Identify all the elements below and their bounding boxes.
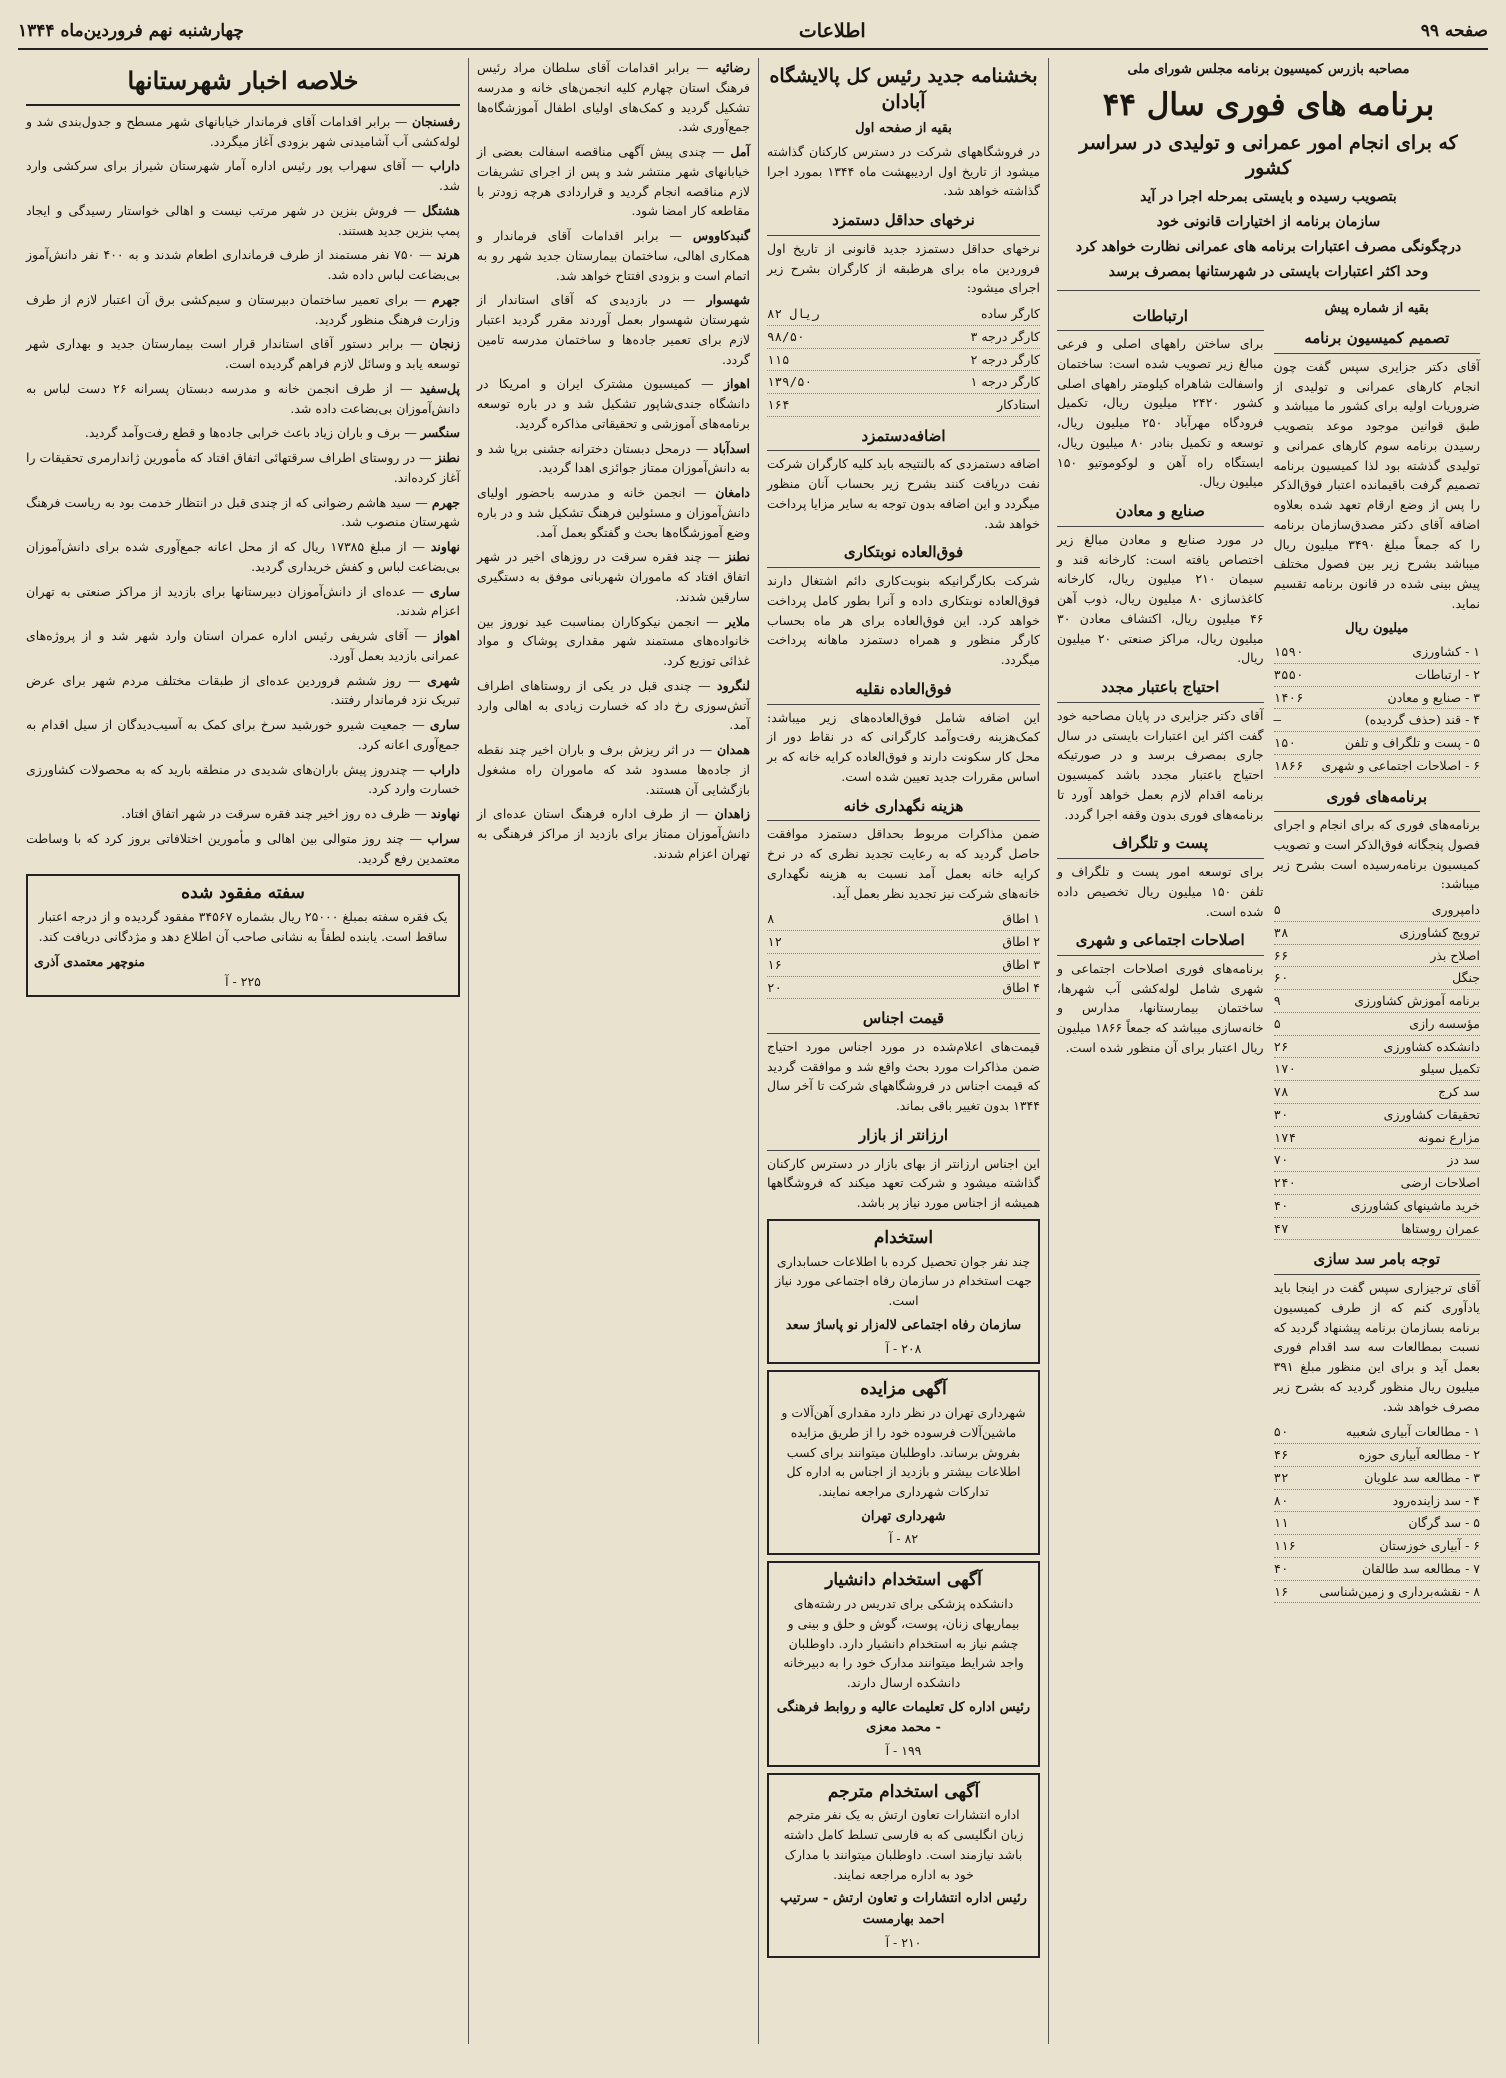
notice-body: یک فقره سفته بمبلغ ۲۵۰۰۰ ریال بشماره ۳۴۵۶۷ مفقود گردیده و از درجه اعتبار ساقط است. یابنده لطفاً به نشانی صاحب آن اطلاع دهد و مژدگانی دریافت کند. bbox=[38, 909, 448, 945]
paper-name: اطلاعات bbox=[798, 20, 866, 42]
news-item: ساری — عده‌ای از دانش‌آموزان دبیرستانها برای بازدید از مراکز صنعتی به تهران اعزام شدند. bbox=[26, 583, 460, 619]
list-row bbox=[767, 908, 1040, 931]
row-label: جنگل bbox=[1452, 970, 1480, 986]
notice-signature: منوچهر معتمدی آذری bbox=[34, 953, 145, 969]
ad-body: شهرداری تهران در نظر دارد مقداری آهن‌آلات و ماشین‌آلات فرسوده خود را از طریق مزایده بفروش برساند. داوطلبان میتوانند برای کسب اطلاعات بیشتر و بازدید از اجناس به اداره کل تدارکات شهرداری مراجعه نمایند. bbox=[781, 1405, 1026, 1500]
row-value: ۱۱ bbox=[1273, 1515, 1289, 1531]
row-label: کارگر درجه ۱ bbox=[970, 374, 1040, 390]
row-value: ۱۷۰ bbox=[1273, 1061, 1297, 1077]
news-place: سراب bbox=[427, 830, 460, 846]
continuation-note: بقیه از شماره پیش bbox=[1324, 300, 1429, 316]
news-text: در بازدیدی که آقای استاندار از شهرستان شهسوار بعمل آوردند مقرر گردید اعتبار لازم برای تعمیر جاده‌ها و ساختمان مدرسه تامین گردد. bbox=[477, 292, 750, 367]
list-row bbox=[1274, 1218, 1481, 1241]
row-value: ۱۲ bbox=[767, 934, 783, 949]
news-text: از مبلغ ۱۷۳۸۵ ریال که از محل اعانه جمع‌آوری شده برای دانش‌آموزان بی‌بضاعت لباس و کفش خریداری گردید. bbox=[26, 539, 460, 574]
ad-body: چند نفر جوان تحصیل کرده با اطلاعات حسابداری جهت استخدام در سازمان رفاه اجتماعی مورد نیاز است. bbox=[775, 1253, 1032, 1309]
list-row bbox=[1274, 967, 1481, 990]
row-label: ۴ اطاق bbox=[1002, 979, 1040, 995]
row-value: ۹ bbox=[1273, 993, 1282, 1009]
column-refinery bbox=[758, 58, 1048, 2044]
masthead bbox=[18, 14, 1488, 50]
section-heading: احتیاج باعتبار مجدد bbox=[1057, 676, 1264, 703]
news-item: شهسوار — در بازدیدی که آقای استاندار از شهرستان شهسوار بعمل آوردند مقرر گردید اعتبار لازم برای تعمیر جاده‌ها و ساختمان مدرسه تامین گردد. bbox=[477, 292, 750, 367]
ad-code: ۲۱۰ - آ bbox=[885, 1934, 922, 1950]
news-place: آمل bbox=[730, 144, 750, 159]
lost-note-notice bbox=[26, 874, 460, 997]
news-text: انجمن خانه و مدرسه باحضور اولیای دانش‌آموزان و مسئولین فرهنگ تشکیل شد و در باره وضع آموزشگاه‌ها بحث و گفتگو بعمل آمد. bbox=[477, 485, 750, 540]
news-text: سید هاشم رضوانی که از چندی قبل در انتظار خدمت بود به ریاست فرهنگ شهرستان منصوب شد. bbox=[26, 494, 460, 530]
section-heading: ارزانتر از بازار bbox=[767, 1124, 1040, 1151]
list-row bbox=[1274, 1581, 1481, 1604]
paragraph: برای ساختن راههای اصلی و فرعی مبالغ زیر تصویب شده است: ساختمان واسفالت شاهراه کیلومتر راههای اصلی کشور ۲۴۲۰ میلیون ریال، تکمیل فرودگاه مهرآباد ۲۵۰ میلیون ریال، توسعه و تکمیل بنادر ۸۰ میلیون ریال، ایستگاه راه آهن و لوکوموتیو ۱۵۰ میلیون ریال. bbox=[1057, 336, 1264, 490]
list-row bbox=[1274, 1421, 1481, 1444]
paragraph: آقای دکتر جزایری سپس گفت چون انجام کارهای عمرانی و تولیدی از ضروریات اولیه برای کشور ما میباشد و طبق قوانین موجود موعد بتصویب رسیدن برنامه سوم کارهای عمرانی و تولیدی گذشته بود لذا کمیسیون برنامه تصمیم گرفت باقیمانده اعتبار فوق‌الذکر را پس از وضع ارقام تعهد شده بعلاوه اضافه آقای دکتر مصدق‌سازمان برنامه را که جمعاً مبلغ ۳۴۹۰ میلیون ریال میباشد بشرح زیر بین فصول مختلف پیش بینی شده در قانون برنامه تقسیم نماید. bbox=[1273, 358, 1481, 611]
ad-title: آگهی استخدام مترجم bbox=[827, 1781, 980, 1802]
row-label: ۳ - صنایع و معادن bbox=[1387, 689, 1480, 705]
list-row bbox=[1274, 664, 1481, 687]
news-text: چند فقره سرقت در روزهای اخیر در شهر اتفاق افتاد که ماموران شهربانی موفق به دستگیری سارقین شدند. bbox=[477, 549, 750, 604]
news-place: شهری bbox=[427, 672, 460, 688]
ad-code: ۱۹۹ - آ bbox=[885, 1742, 922, 1758]
list-row bbox=[1274, 1558, 1481, 1581]
list-row bbox=[1274, 945, 1481, 968]
list-row bbox=[767, 326, 1040, 349]
column-local-news-2 bbox=[468, 58, 758, 2044]
row-value: ۱۷۴ bbox=[1273, 1129, 1297, 1145]
list-row bbox=[1274, 1467, 1481, 1490]
row-label: مؤسسه رازی bbox=[1409, 1015, 1480, 1031]
section-heading: فوق‌العاده نقلیه bbox=[767, 678, 1040, 705]
news-item: زاهدان — از طرف اداره فرهنگ استان عده‌ای از دانش‌آموزان ممتاز برای بازدید از مراکز فرهنگی به تهران اعزام شدند. bbox=[477, 806, 750, 861]
ad-code: ۲۰۸ - آ bbox=[885, 1340, 922, 1356]
paragraph: این اضافه شامل فوق‌العاده‌های زیر میباشد: کمک‌هزینه رفت‌وآمد کارگرانی که در نقاط دور از محل کار سکونت دارند و فوق‌العاده کرایه خانه که بر اساس مقررات جدید تعیین شده است. bbox=[767, 709, 1040, 784]
news-place: ساری bbox=[429, 717, 460, 733]
news-item: هرند — ۷۵۰ نفر مستمند از طرف فرمانداری اطعام شدند و به ۴۰۰ نفر دانش‌آموز بی‌بضاعت لباس داده شد. bbox=[26, 247, 460, 283]
section-heading: صنایع و معادن bbox=[1057, 500, 1264, 527]
row-label: ۷ - مطالعه سد طالقان bbox=[1361, 1560, 1480, 1576]
ad-body: اداره انتشارات تعاون ارتش به یک نفر مترجم زبان انگلیسی که به فارسی تسلط کامل داشته باشد نیازمند است. داوطلبان میتوانند با مدارک خود به اداره مراجعه نمایند. bbox=[783, 1807, 1024, 1882]
paragraph: برنامه‌های فوری که برای انجام و اجرای فصول پنجگانه فوق‌الذکر است و تصویب کمیسیون برنامه‌رسیده است بشرح زیر میباشد: bbox=[1273, 817, 1480, 892]
news-place: جهرم bbox=[431, 291, 460, 307]
news-item: زنجان — برابر دستور آقای استاندار قرار است بیمارستان جدید و بهداری شهر توسعه یابد و وسائل لازم فراهم گردیده است. bbox=[26, 336, 460, 372]
news-text: ظرف ده روز اخیر چند فقره سرقت در شهر اتفاق افتاد. bbox=[121, 806, 411, 822]
ad-title: استخدام bbox=[873, 1227, 934, 1248]
list-row bbox=[1274, 732, 1481, 755]
news-item: داراب — چندروز پیش باران‌های شدیدی در منطقه بارید که به محصولات کشاورزی خسارت وارد کرد. bbox=[26, 761, 461, 797]
news-item: هشتگل — فروش بنزین در شهر مرتب نیست و اهالی خواستار رسیدگی و ایجاد پمپ بنزین جدید هستند. bbox=[26, 202, 460, 238]
row-value: ۸۲ ریال bbox=[767, 306, 820, 321]
divider bbox=[1057, 290, 1480, 291]
row-label: ۲ اطاق bbox=[1002, 934, 1040, 949]
paragraph: اضافه دستمزدی که بالنتیجه باید کلیه کارگران شرکت نفت دریافت کنند بشرح زیر بحساب آنان منظور میگردد و این اضافه بدون توجه به سایر مزایا پرداخت خواهد شد. bbox=[767, 456, 1040, 531]
news-text: از طرف انجمن خانه و مدرسه دبستان پسرانه ۲۶ دست لباس به دانش‌آموزان بی‌بضاعت داده شد. bbox=[26, 380, 460, 416]
ad-employment bbox=[767, 1219, 1040, 1364]
row-value: ۲۰ bbox=[767, 979, 783, 995]
news-text: عده‌ای از دانش‌آموزان دبیرستانها برای بازدید از مراکز صنعتی به تهران اعزام شدند. bbox=[26, 583, 460, 619]
paragraph: برای توسعه امور پست و تلگراف و تلفن ۱۵۰ میلیون ریال تخصیص داده شده است. bbox=[1057, 864, 1264, 919]
news-text: ۷۵۰ نفر مستمند از طرف فرمانداری اطعام شدند و به ۴۰۰ نفر دانش‌آموز بی‌بضاعت لباس داده شد. bbox=[26, 247, 460, 283]
news-text: آقای سهراب پور رئیس اداره آمار شهرستان شیراز برای سرکشی وارد شد. bbox=[26, 158, 460, 194]
article-headline: بخشنامه جدید رئیس کل پالایشگاه آبادان bbox=[769, 65, 1038, 113]
budget-column-right bbox=[1274, 297, 1481, 1610]
row-value: ۳۰ bbox=[1273, 1106, 1289, 1122]
news-item: سراب — چند روز متوالی بین اهالی و مأمورین اختلافاتی بروز کرد که با وساطت معتمدین رفع گردید. bbox=[26, 830, 460, 866]
list-row bbox=[767, 931, 1040, 954]
row-label: سد کرج bbox=[1438, 1084, 1480, 1100]
row-value: ۷۰ bbox=[1273, 1152, 1289, 1168]
news-item: سنگسر — برف و باران زیاد باعث خرابی جاده‌ها و قطع رفت‌وآمد گردید. bbox=[84, 425, 460, 441]
row-value: ۲۶ bbox=[1273, 1038, 1289, 1054]
paragraph: آقای ترجیزاری سپس گفت در اینجا باید یادآوری کنم که از طرف کمیسیون برنامه بسازمان برنامه پیشنهاد گردید که نسبت بمطالعات سه سد اقدام فوری بعمل آید و برای این منظور مبلغ ۳۹۱ میلیون ریال منظور گردید که بشرح زیر مصرف خواهد شد. bbox=[1273, 1280, 1480, 1414]
news-place: پل‌سفید bbox=[419, 380, 460, 396]
article-subheadline: که برای انجام امور عمرانی و تولیدی در سراسر کشور bbox=[1079, 131, 1458, 180]
row-label: ۵ - سد گرگان bbox=[1408, 1515, 1480, 1531]
ad-translator bbox=[767, 1773, 1040, 1959]
row-label: کارگر درجه ۳ bbox=[970, 328, 1040, 344]
list-row bbox=[1274, 1195, 1481, 1218]
list-row bbox=[1274, 755, 1481, 778]
row-value: ۱۱۵ bbox=[767, 351, 790, 367]
list-row bbox=[1274, 1104, 1481, 1127]
list-row bbox=[1274, 899, 1481, 922]
news-item: اسدآباد — درمحل دبستان دخترانه جشنی برپا شد و به دانش‌آموزان ممتاز جوائزی اهدا گردید. bbox=[477, 440, 750, 476]
news-item: لنگرود — چندی قبل در یکی از روستاهای اطراف آتش‌سوزی رخ داد که خسارت زیادی به اهالی وارد آمد. bbox=[477, 677, 750, 733]
paragraph: ضمن مذاکرات مربوط بحداقل دستمزد موافقت حاصل گردید که به رعایت تجدید نظری که در نرخ کرایه خانه بعمل آمد نسبت به هزینه نگهداری خانه‌های شرکت نیز تجدید نظر بعمل آید. bbox=[767, 826, 1040, 901]
row-label: مزارع نمونه bbox=[1418, 1129, 1480, 1145]
deck-line-1: بتصویب رسیده و بایستی بمرحله اجرا در آید bbox=[1140, 189, 1397, 206]
section-heading: اضافه‌دستمزد bbox=[767, 425, 1040, 452]
news-item: شهری — روز ششم فروردین عده‌ای از طبقات مختلف مردم شهر برای عرض تبریک نزد فرماندار رفتند. bbox=[26, 672, 460, 708]
row-value: ۱۶ bbox=[1273, 1583, 1289, 1599]
budget-two-columns bbox=[1057, 297, 1480, 1610]
news-place: داراب bbox=[429, 761, 461, 777]
page-number: صفحه ۹۹ bbox=[1420, 21, 1488, 41]
list-row bbox=[767, 349, 1040, 372]
news-place: شهسوار bbox=[706, 292, 750, 308]
row-value: ۱۱۶ bbox=[1273, 1538, 1297, 1554]
row-label: ۱ - کشاورزی bbox=[1412, 644, 1480, 660]
ad-body: دانشکده پزشکی برای تدریس در رشته‌های بیماریهای زنان، پوست، گوش و حلق و بینی و چشم نیاز به استخدام دانشیار دارد. داوطلبان واجد شرایط میتوانند مدارک خود را به دبیرخانه دانشکده ارسال دارند. bbox=[783, 1596, 1024, 1691]
column-budget-interview bbox=[1048, 58, 1488, 2044]
row-label: ۴ - سد زاینده‌رود bbox=[1392, 1492, 1480, 1508]
news-text: کمیسیون مشترک ایران و امریکا در دانشگاه جندی‌شاپور تشکیل شد و در باره توسعه برنامه‌های آموزشی و تحقیقاتی مذاکره گردید. bbox=[477, 376, 750, 431]
ad-signature: شهرداری تهران bbox=[861, 1508, 946, 1524]
paragraph: شرکت بکارگرانیکه بنوبت‌کاری دائم اشتغال دارند فوق‌العاده نوبتکاری داده و آنرا بطور کامل پرداخت خواهد کرد. این فوق‌العاده برای هر ماه بحساب کارگر منظور و همراه دستمزد ماهانه پرداخت میگردد. bbox=[767, 573, 1040, 668]
row-value: ۸ bbox=[767, 911, 775, 927]
row-label: دامپروری bbox=[1431, 902, 1480, 918]
row-value: ۱۳۹/۵۰ bbox=[767, 374, 813, 390]
ad-title: آگهی استخدام دانشیار bbox=[825, 1570, 982, 1591]
news-place: نطنز bbox=[725, 549, 750, 565]
news-item: آمل — چندی پیش آگهی مناقصه اسفالت بعضی از خیابانهای شهر منتشر شد و پس از اجرای تشریفات لازم مناقصه انجام گردید و قراردادی هرچه زودتر با مقاطعه کار امضا شود. bbox=[477, 144, 750, 219]
news-item: دامغان — انجمن خانه و مدرسه باحضور اولیای دانش‌آموزان و مسئولین فرهنگ تشکیل شد و در باره وضع آموزشگاه‌ها بحث و گفتگو بعمل آمد. bbox=[477, 485, 750, 540]
news-list bbox=[26, 112, 460, 869]
row-value: ۵ bbox=[1273, 902, 1282, 918]
issue-date: چهارشنبه نهم فروردین‌ماه ۱۳۴۴ bbox=[18, 21, 244, 41]
row-label: ۳ - مطالعه سد علویان bbox=[1364, 1469, 1480, 1485]
newspaper-page bbox=[18, 14, 1488, 2044]
list-row bbox=[1274, 1490, 1481, 1513]
columns bbox=[18, 58, 1488, 2044]
list-row bbox=[767, 371, 1040, 394]
news-text: چندی قبل در یکی از روستاهای اطراف آتش‌سوزی رخ داد که خسارت زیادی به اهالی وارد آمد. bbox=[477, 677, 750, 733]
news-text: جمعیت شیرو خورشید سرخ برای کمک به آسیب‌دیدگان از سیل اقدام به جمع‌آوری اعانه کرد. bbox=[26, 717, 460, 752]
paragraph: در فروشگاههای شرکت در دسترس کارکنان گذاشته میشود از تاریخ اول اردیبهشت ماه ۱۳۴۴ بمورد اجرا گذاشته خواهد شد. bbox=[767, 143, 1040, 199]
deck-line-3: درچگونگی مصرف اعتبارات برنامه های عمرانی نظارت خواهد کرد bbox=[1075, 239, 1462, 256]
news-item: جهرم — سید هاشم رضوانی که از چندی قبل در انتظار خدمت بود به ریاست فرهنگ شهرستان منصوب شد. bbox=[26, 494, 460, 530]
row-label: ۸ - نقشه‌برداری و زمین‌شناسی bbox=[1319, 1583, 1480, 1599]
row-value: ۳۸ bbox=[1273, 924, 1289, 940]
row-label: ۲ - ارتباطات bbox=[1415, 666, 1480, 682]
news-text: برابر دستور آقای استاندار قرار است بیمارستان جدید و بهداری شهر توسعه یابد و وسائل لازم فراهم گردیده است. bbox=[26, 336, 460, 372]
row-value: ۹۸/۵۰ bbox=[767, 328, 805, 344]
row-value: ۵۰ bbox=[1273, 1424, 1289, 1440]
list-row bbox=[1274, 1058, 1481, 1081]
list-row bbox=[1274, 1535, 1481, 1558]
news-item: گنبدکاووس — برابر اقدامات آقای فرماندار و همکاری اهالی، ساختمان بیمارستان جدید شهر رو به اتمام است و بزودی افتتاح خواهد شد. bbox=[477, 228, 750, 283]
list-row bbox=[1274, 1081, 1481, 1104]
news-place: سنگسر bbox=[420, 425, 460, 441]
news-item: جهرم — برای تعمیر ساختمان دبیرستان و سیم‌کشی برق آن اعتبار لازم از طرف وزارت فرهنگ منظور گردید. bbox=[26, 291, 460, 327]
agriculture-list bbox=[1274, 899, 1481, 1240]
paragraph: برنامه‌های فوری اصلاحات اجتماعی و شهری شامل لوله‌کشی آب شهرها، ساختمان بیمارستانها، مدارس و خانه‌سازی میباشد که جمعاً ۱۸۶۶ میلیون ریال اعتبار برای آن منظور شده است. bbox=[1057, 960, 1264, 1055]
row-value: ۶۶ bbox=[1273, 947, 1289, 963]
section-heading: تصمیم کمیسیون برنامه bbox=[1274, 327, 1481, 354]
news-text: چندی پیش آگهی مناقصه اسفالت بعضی از خیابانهای شهر منتشر شد و پس از اجرای تشریفات لازم مناقصه انجام گردید و قراردادی هرچه زودتر با مقاطعه کار امضا شود. bbox=[477, 144, 750, 219]
deck-line-4: وحد اکثر اعتبارات بایستی در شهرستانها بمصرف برسد bbox=[1108, 264, 1429, 281]
section-heading: پست و تلگراف bbox=[1057, 832, 1264, 859]
row-value: ۱۵۹۰ bbox=[1273, 644, 1304, 660]
section-heading: برنامه‌های فوری bbox=[1274, 786, 1481, 813]
row-value: ۱۶ bbox=[767, 956, 783, 972]
budget-list bbox=[1274, 641, 1481, 778]
news-text: برابر اقدامات آقای سلطان مراد رئیس فرهنگ استان چهارم کلیه انجمن‌های خانه و مدرسه تشکیل گردید و کمک‌های اولیای اطفال آموزشگاه‌ها جمع‌آوری شد. bbox=[477, 60, 750, 135]
news-item: اهواز — کمیسیون مشترک ایران و امریکا در دانشگاه جندی‌شاپور تشکیل شد و در باره توسعه برنامه‌های آموزشی و تحقیقاتی مذاکره گردید. bbox=[477, 376, 750, 431]
news-text: روز ششم فروردین عده‌ای از طبقات مختلف مردم شهر برای عرض تبریک نزد فرماندار رفتند. bbox=[26, 672, 460, 708]
row-value: ۵ bbox=[1273, 1015, 1282, 1031]
paragraph: در مورد صنایع و معادن مبالغ زیر اختصاص یافته است: کارخانه قند و سیمان ۲۱۰ میلیون ریال، کارخانه کاغذسازی ۸۰ میلیون ریال، ذوب آهن ۴۶ میلیون ریال، اکتشاف معادن ۳۰ میلیون ریال، مراکز صنعتی ۲۰ میلیون ریال. bbox=[1057, 531, 1264, 666]
news-place: هرند bbox=[436, 247, 460, 263]
section-heading: قیمت اجناس bbox=[767, 1007, 1040, 1034]
row-label: تکمیل سیلو bbox=[1420, 1061, 1480, 1077]
paragraph: نرخهای حداقل دستمزد جدید قانونی از تاریخ اول فروردین ماه برای هرطبقه از کارگران بشرح زیر اجرای میشود: bbox=[767, 240, 1040, 296]
news-text: برابر اقدامات آقای فرماندار و همکاری اهالی، ساختمان بیمارستان جدید شهر رو به اتمام است و بزودی افتتاح خواهد شد. bbox=[477, 228, 750, 283]
list-row bbox=[1274, 1512, 1481, 1535]
row-value: ۸۰ bbox=[1273, 1492, 1289, 1508]
news-item: نطنز — چند فقره سرقت در روزهای اخیر در شهر اتفاق افتاد که ماموران شهربانی موفق به دستگیری سارقین شدند. bbox=[477, 549, 750, 604]
news-place: اهواز bbox=[433, 628, 460, 644]
news-text: آقای شریفی رئیس اداره عمران استان وارد شهر شد و از پروژه‌های عمرانی بازدید بعمل آورد. bbox=[26, 628, 460, 663]
row-label: اصلاح بذر bbox=[1430, 947, 1480, 963]
ad-signature: سازمان رفاه اجتماعی لاله‌زار نو پاساژ سعد bbox=[785, 1317, 1022, 1333]
column-city-news bbox=[18, 58, 468, 2044]
section-heading: فوق‌العاده نوبتکاری bbox=[767, 541, 1040, 568]
news-item: داراب — آقای سهراب پور رئیس اداره آمار شهرستان شیراز برای سرکشی وارد شد. bbox=[26, 158, 460, 194]
list-row bbox=[767, 954, 1040, 977]
row-value: ۱۵۰ bbox=[1273, 735, 1297, 751]
row-value: ۴۷ bbox=[1273, 1220, 1289, 1236]
row-label: برنامه آموزش کشاورزی bbox=[1354, 993, 1480, 1009]
budget-column-left bbox=[1057, 297, 1264, 1610]
section-heading: ارتباطات bbox=[1057, 305, 1264, 332]
news-place: دامغان bbox=[715, 485, 750, 500]
news-place: همدان bbox=[716, 742, 750, 757]
section-heading: نرخهای حداقل دستمزد bbox=[767, 209, 1040, 236]
row-label: ۶ - آبیاری خوزستان bbox=[1379, 1538, 1480, 1554]
row-value: ۲۴۰ bbox=[1273, 1175, 1297, 1191]
list-row bbox=[1274, 1036, 1481, 1059]
news-place: نهاوند bbox=[430, 539, 460, 555]
news-place: رفسنجان bbox=[412, 113, 460, 129]
row-value: ۶۰ bbox=[1273, 970, 1289, 986]
news-place: زنجان bbox=[429, 336, 460, 352]
ad-auction bbox=[767, 1370, 1040, 1555]
row-value: ۴۰ bbox=[1273, 1197, 1289, 1213]
row-value: ۴۰ bbox=[1273, 1560, 1289, 1576]
row-label: دانشکده کشاورزی bbox=[1383, 1038, 1480, 1054]
news-text: درمحل دبستان دخترانه جشنی برپا شد و به دانش‌آموزان ممتاز جوائزی اهدا گردید. bbox=[477, 440, 750, 476]
list-row bbox=[767, 977, 1040, 1000]
article-kicker: مصاحبه بازرس کمیسیون برنامه مجلس شورای ملی bbox=[1127, 62, 1410, 77]
row-value: ۷۸ bbox=[1273, 1084, 1289, 1100]
row-value: ۱۶۴ bbox=[767, 397, 790, 412]
news-item: نهاوند — از مبلغ ۱۷۳۸۵ ریال که از محل اعانه جمع‌آوری شده برای دانش‌آموزان بی‌بضاعت لباس و کفش خریداری گردید. bbox=[26, 539, 460, 574]
room-list bbox=[767, 908, 1040, 999]
news-text: برای تعمیر ساختمان دبیرستان و سیم‌کشی برق آن اعتبار لازم از طرف وزارت فرهنگ منظور گردید. bbox=[26, 291, 460, 327]
news-place: اسدآباد bbox=[713, 440, 750, 456]
news-text: چند روز متوالی بین اهالی و مأمورین اختلافاتی بروز کرد که با وساطت معتمدین رفع گردید. bbox=[26, 830, 460, 866]
paragraph: آقای دکتر جزایری در پایان مصاحبه خود گفت اکثر این اعتبارات بایستی در سال جاری بمصرف برسد و در صورتیکه احتیاج باعتبار مجدد باشد کمیسیون برنامه اقدام لازم بعمل خواهد آورد تا برنامه‌های فوری بدون وقفه اجرا گردد. bbox=[1057, 707, 1264, 822]
list-row bbox=[1274, 922, 1481, 945]
dam-list bbox=[1274, 1421, 1481, 1603]
row-label: ۵ - پست و تلگراف و تلفن bbox=[1344, 735, 1480, 751]
row-label: اصلاحات ارضی bbox=[1400, 1175, 1480, 1191]
news-item: ساری — جمعیت شیرو خورشید سرخ برای کمک به آسیب‌دیدگان از سیل اقدام به جمع‌آوری اعانه کرد. bbox=[26, 717, 460, 752]
news-place: ساری bbox=[429, 583, 460, 599]
row-value: ۱۴۰۶ bbox=[1273, 689, 1304, 705]
row-label: تحقیقات کشاورزی bbox=[1383, 1106, 1480, 1122]
news-text: برف و باران زیاد باعث خرابی جاده‌ها و قطع رفت‌وآمد گردید. bbox=[84, 425, 401, 441]
section-heading: اصلاحات اجتماعی و شهری bbox=[1057, 929, 1264, 956]
news-text: در اثر ریزش برف و باران اخیر چند نقطه از جاده‌ها مسدود شد که ماموران راه مشغول بازگشایی آن هستند. bbox=[477, 742, 750, 797]
news-text: چندروز پیش باران‌های شدیدی در منطقه بارید که به محصولات کشاورزی خسارت وارد کرد. bbox=[26, 761, 460, 797]
row-label: استادکار bbox=[997, 397, 1040, 412]
row-label: ۳ اطاق bbox=[1002, 956, 1040, 972]
list-row bbox=[1274, 1013, 1481, 1036]
notice-code: ۲۲۵ - آ bbox=[225, 973, 261, 989]
row-label: ۱ - مطالعات آبیاری شعبیه bbox=[1345, 1424, 1480, 1440]
section-title: خلاصه اخبار شهرستانها bbox=[26, 62, 460, 106]
ad-title: آگهی مزایده bbox=[860, 1379, 947, 1400]
news-place: لنگرود bbox=[717, 677, 750, 693]
ad-associate-professor bbox=[767, 1561, 1040, 1766]
list-row bbox=[767, 303, 1040, 326]
news-item: ملایر — انجمن نیکوکاران بمناسبت عید نوروز بین خانواده‌های مستمند شهر مقداری پوشاک و مواد غذائی توزیع کرد. bbox=[477, 613, 750, 668]
paragraph: قیمت‌های اعلام‌شده در مورد اجناس مورد احتیاج ضمن مذاکرات مورد بحث واقع شد و موافقت گردید که قیمت اجناس در فروشگاههای شرکت تا آخر سال ۱۳۴۴ بدون تغییر باقی بماند. bbox=[767, 1038, 1040, 1114]
ad-code: ۸۲ - آ bbox=[888, 1531, 919, 1547]
news-place: رضائیه bbox=[715, 60, 750, 75]
news-place: داراب bbox=[429, 158, 460, 174]
row-value: ۴۶ bbox=[1273, 1447, 1289, 1463]
list-row bbox=[1274, 1127, 1481, 1150]
row-label: ۶ - اصلاحات اجتماعی و شهری bbox=[1321, 757, 1480, 773]
row-label: کارگر درجه ۲ bbox=[970, 351, 1040, 367]
list-row bbox=[1274, 1444, 1481, 1467]
row-label: سد دز bbox=[1447, 1152, 1480, 1168]
ad-signature: رئیس اداره انتشارات و تعاون ارتش - سرتیپ احمد بهارمست bbox=[780, 1891, 1027, 1927]
row-label: ترویج کشاورزی bbox=[1399, 924, 1480, 940]
news-place: هشتگل bbox=[422, 202, 460, 218]
section-heading: هزینه نگهداری خانه bbox=[767, 795, 1040, 822]
news-place: اهواز bbox=[723, 376, 750, 392]
list-row bbox=[1274, 687, 1481, 710]
notice-title: سفته مفقود شده bbox=[181, 883, 305, 904]
ad-signature: رئیس اداره کل تعلیمات عالیه و روابط فرهنگی - محمد معزی bbox=[776, 1699, 1031, 1736]
wage-list bbox=[767, 303, 1040, 417]
news-item: پل‌سفید — از طرف انجمن خانه و مدرسه دبستان پسرانه ۲۶ دست لباس به دانش‌آموزان بی‌بضاعت داده شد. bbox=[26, 380, 460, 416]
news-item: همدان — در اثر ریزش برف و باران اخیر چند نقطه از جاده‌ها مسدود شد که ماموران راه مشغول بازگشایی آن هستند. bbox=[477, 742, 750, 797]
news-item: رضائیه — برابر اقدامات آقای سلطان مراد رئیس فرهنگ استان چهارم کلیه انجمن‌های خانه و مدرسه تشکیل گردید و کمک‌های اولیای اطفال آموزشگاه‌ها جمع‌آوری شد. bbox=[477, 60, 750, 135]
list-row bbox=[1274, 709, 1481, 732]
row-value: ۱۸۶۶ bbox=[1273, 757, 1304, 773]
row-label: ۴ - قند (حذف گردیده) bbox=[1364, 712, 1480, 728]
news-text: انجمن نیکوکاران بمناسبت عید نوروز بین خانواده‌های مستمند شهر مقداری پوشاک و مواد غذائی توزیع کرد. bbox=[477, 613, 750, 668]
news-place: گنبدکاووس bbox=[692, 228, 750, 243]
news-place: نهاوند bbox=[430, 806, 460, 822]
row-label: ۲ - مطالعه آبیاری حوزه bbox=[1358, 1447, 1480, 1463]
deck-line-2: سازمان برنامه از اختیارات قانونی خود bbox=[1156, 214, 1381, 231]
row-value: ۳۵۵۰ bbox=[1273, 666, 1304, 682]
news-item: نطنز — در روستای اطراف سرقتهائی اتفاق افتاد که مأمورین ژاندارمری تحقیقات را آغاز کرده‌اند. bbox=[26, 450, 460, 485]
news-item: نهاوند — ظرف ده روز اخیر چند فقره سرقت در شهر اتفاق افتاد. bbox=[121, 806, 460, 822]
row-value: — bbox=[1273, 712, 1282, 728]
paragraph: این اجناس ارزانتر از بهای بازار در دسترس کارکنان گذاشته میشود و شرکت تعهد میکند که فروشگاهها همیشه از اجناس مورد نیاز پر باشد. bbox=[767, 1155, 1040, 1211]
news-text: فروش بنزین در شهر مرتب نیست و اهالی خواستار رسیدگی و ایجاد پمپ بنزین جدید هستند. bbox=[26, 202, 460, 238]
section-heading: توجه بامر سد سازی bbox=[1274, 1248, 1481, 1275]
news-text: برابر اقدامات آقای فرماندار خیابانهای شهر مسطح و جدول‌بندی شد و لوله‌کشی آب آشامیدنی شهر بزودی آغاز میگردد. bbox=[26, 113, 460, 149]
continuation-note: بقیه از صفحه اول bbox=[855, 121, 952, 137]
article-headline: برنامه های فوری سال ۴۴ bbox=[1102, 86, 1435, 123]
row-label: خرید ماشینهای کشاورزی bbox=[1350, 1197, 1480, 1213]
list-row bbox=[767, 394, 1040, 417]
list-row bbox=[1274, 1149, 1481, 1172]
news-text: در روستای اطراف سرقتهائی اتفاق افتاد که مأمورین ژاندارمری تحقیقات را آغاز کرده‌اند. bbox=[26, 450, 460, 485]
news-place: جهرم bbox=[431, 494, 460, 510]
list-row bbox=[1274, 641, 1481, 664]
list-row bbox=[1274, 1172, 1481, 1195]
row-label: ۱ اطاق bbox=[1002, 911, 1040, 927]
news-place: نطنز bbox=[435, 450, 460, 466]
news-item: رفسنجان — برابر اقدامات آقای فرماندار خیابانهای شهر مسطح و جدول‌بندی شد و لوله‌کشی آب آشامیدنی شهر بزودی آغاز میگردد. bbox=[26, 113, 460, 149]
news-item: اهواز — آقای شریفی رئیس اداره عمران استان وارد شهر شد و از پروژه‌های عمرانی بازدید بعمل آورد. bbox=[26, 628, 460, 663]
row-label: عمران روستاها bbox=[1401, 1220, 1480, 1236]
unit-label: میلیون ریال bbox=[1345, 620, 1409, 636]
row-value: ۳۲ bbox=[1273, 1469, 1289, 1485]
list-row bbox=[1274, 990, 1481, 1013]
row-label: کارگر ساده bbox=[980, 306, 1040, 321]
news-place: ملایر bbox=[725, 613, 750, 629]
news-place: زاهدان bbox=[714, 806, 750, 822]
news-text: از طرف اداره فرهنگ استان عده‌ای از دانش‌آموزان ممتاز برای بازدید از مراکز فرهنگی به تهران اعزام شدند. bbox=[477, 806, 750, 861]
